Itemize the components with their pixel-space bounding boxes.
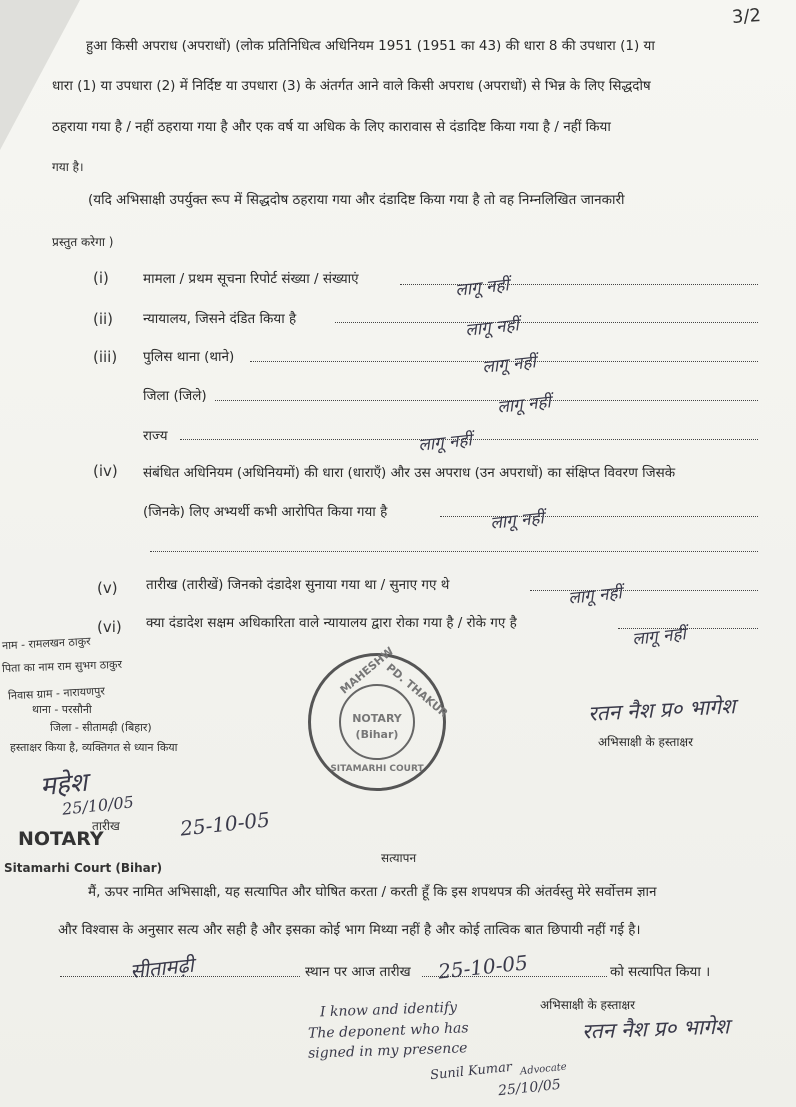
item-number: (v) (97, 579, 118, 597)
note-line-2: प्रस्तुत करेगा ) (52, 235, 114, 249)
item-label: पुलिस थाना (थाने) (143, 349, 235, 365)
verification-end-text: को सत्यापित किया । (610, 964, 711, 980)
answer-line (440, 516, 758, 517)
notary-court: Sitamarhi Court (Bihar) (4, 861, 163, 875)
notary-note: पिता का नाम राम सुभग ठाकुर (1, 657, 123, 676)
intro-line-3: ठहराया गया है / नहीं ठहराया गया है और एक वर्ष या अधिक के लिए कारावास से दंडादिष्ट किया गया है / नहीं किया (52, 119, 611, 135)
notary-note: जिला - सीतामढ़ी (बिहार) (50, 721, 152, 734)
verification-sign-caption: अभिसाक्षी के हस्ताक्षर (540, 998, 635, 1012)
notary-date-handwritten-2: 25-10-05 (178, 807, 271, 841)
notary-note: थाना - परसौनी (32, 703, 92, 716)
place-handwritten: सीतामढ़ी (128, 952, 195, 984)
answer-line (215, 400, 758, 401)
stamp-center-2: (Bihar) (355, 728, 399, 741)
item-label: तारीख (तारीखें) जिनको दंडादेश सुनाया गया था / सुनाए गए थे (146, 577, 450, 593)
notary-note: निवास ग्राम - नारायणपुर (7, 684, 106, 703)
verification-signature: रतन नैश प्र० भागेश (581, 1014, 730, 1044)
answer-handwritten: लागू नहीं (417, 430, 473, 456)
answer-handwritten: लागू नहीं (631, 624, 687, 650)
attest-line-3: signed in my presence (307, 1040, 468, 1062)
item-label: जिला (जिले) (143, 388, 207, 404)
notary-seal (308, 644, 451, 791)
item-label: न्यायालय, जिसने दंडित किया है (143, 311, 297, 327)
notary-note: हस्ताक्षर किया है, व्यक्तिगत से ध्यान किया (10, 741, 178, 754)
item-number: (ii) (93, 310, 114, 328)
item-label: संबंधित अधिनियम (अधिनियमों) की धारा (धाराएँ) और उस अपराध (उन अपराधों) का संक्षिप्त विवरण जिसके (143, 465, 676, 481)
answer-handwritten: लागू नहीं (496, 392, 552, 418)
attest-signer: Sunil Kumar (429, 1059, 513, 1084)
intro-line-1: हुआ किसी अपराध (अपराधों) (लोक प्रतिनिधित्व अधिनियम 1951 (1951 का 43) की धारा 8 की उपधारा (1) या (86, 38, 655, 54)
attest-signer-2: Advocate (519, 1061, 568, 1078)
note-line-1: (यदि अभिसाक्षी उपर्युक्त रूप में सिद्धदोष ठहराया गया और दंडादिष्ट किया गया है तो वह निम्नलिखित जानकारी (88, 192, 625, 208)
deponent-signature: रतन नैश प्र० भागेश (587, 694, 736, 726)
date-label: तारीख (92, 819, 120, 833)
notary-date-handwritten: 25/10/05 (61, 792, 135, 819)
notary-signature: महेश (38, 767, 89, 803)
item-label-continued: (जिनके) लिए अभ्यर्थी कभी आरोपित किया गया है (143, 504, 388, 520)
attest-line-2: The deponent who has (307, 1020, 469, 1042)
item-number: (vi) (97, 618, 122, 636)
answer-line (530, 590, 758, 591)
verification-line-2: और विश्वास के अनुसार सत्य और सही है और इसका कोई भाग मिथ्या नहीं है और कोई तात्विक बात छिपायी नहीं गई है। (58, 922, 641, 938)
verification-heading: सत्यापन (381, 851, 417, 865)
answer-handwritten: लागू नहीं (454, 275, 510, 301)
stamp-text: SITAMARHI COURT (330, 764, 424, 774)
stamp-text: MAHESHW (337, 644, 397, 697)
answer-handwritten: लागू नहीं (567, 583, 623, 609)
verification-date-handwritten: 25-10-05 (436, 950, 529, 984)
verification-mid-text: स्थान पर आज तारीख (305, 964, 411, 980)
deponent-caption: अभिसाक्षी के हस्ताक्षर (598, 735, 693, 749)
item-number: (i) (93, 269, 109, 287)
item-number: (iv) (93, 462, 118, 480)
verification-line-1: मैं, ऊपर नामित अभिसाक्षी, यह सत्यापित और घोषित करता / करती हूँ कि इस शपथपत्र की अंतर्वस्तु मेरे सर्वोत्तम ज्ञान (88, 884, 657, 900)
page-number: 3/2 (731, 5, 762, 28)
stamp-text: PD. THAKUR (383, 661, 451, 720)
item-label: मामला / प्रथम सूचना रिपोर्ट संख्या / संख्याएं (143, 271, 359, 287)
attest-date: 25/10/05 (497, 1076, 562, 1100)
intro-line-4: गया है। (52, 160, 84, 174)
item-number: (iii) (93, 348, 118, 366)
item-label: क्या दंडादेश सक्षम अधिकारिता वाले न्यायालय द्वारा रोका गया है / रोके गए है (146, 615, 517, 631)
answer-handwritten: लागू नहीं (489, 508, 545, 534)
item-label: राज्य (143, 428, 168, 444)
answer-line-2 (150, 551, 758, 552)
notary-word: NOTARY (18, 828, 104, 850)
notary-note: नाम - रामलखन ठाकुर (1, 634, 91, 653)
answer-line (335, 322, 758, 323)
answer-handwritten: लागू नहीं (481, 352, 537, 378)
stamp-center: NOTARY (352, 712, 402, 725)
intro-line-2: धारा (1) या उपधारा (2) में निर्दिष्ट या उपधारा (3) के अंतर्गत आने वाले किसी अपराध (अपराधों) से भिन्न के लिए सिद्धदोष (52, 78, 651, 94)
answer-handwritten: लागू नहीं (464, 315, 520, 341)
attest-line-1: I know and identify (319, 999, 458, 1021)
